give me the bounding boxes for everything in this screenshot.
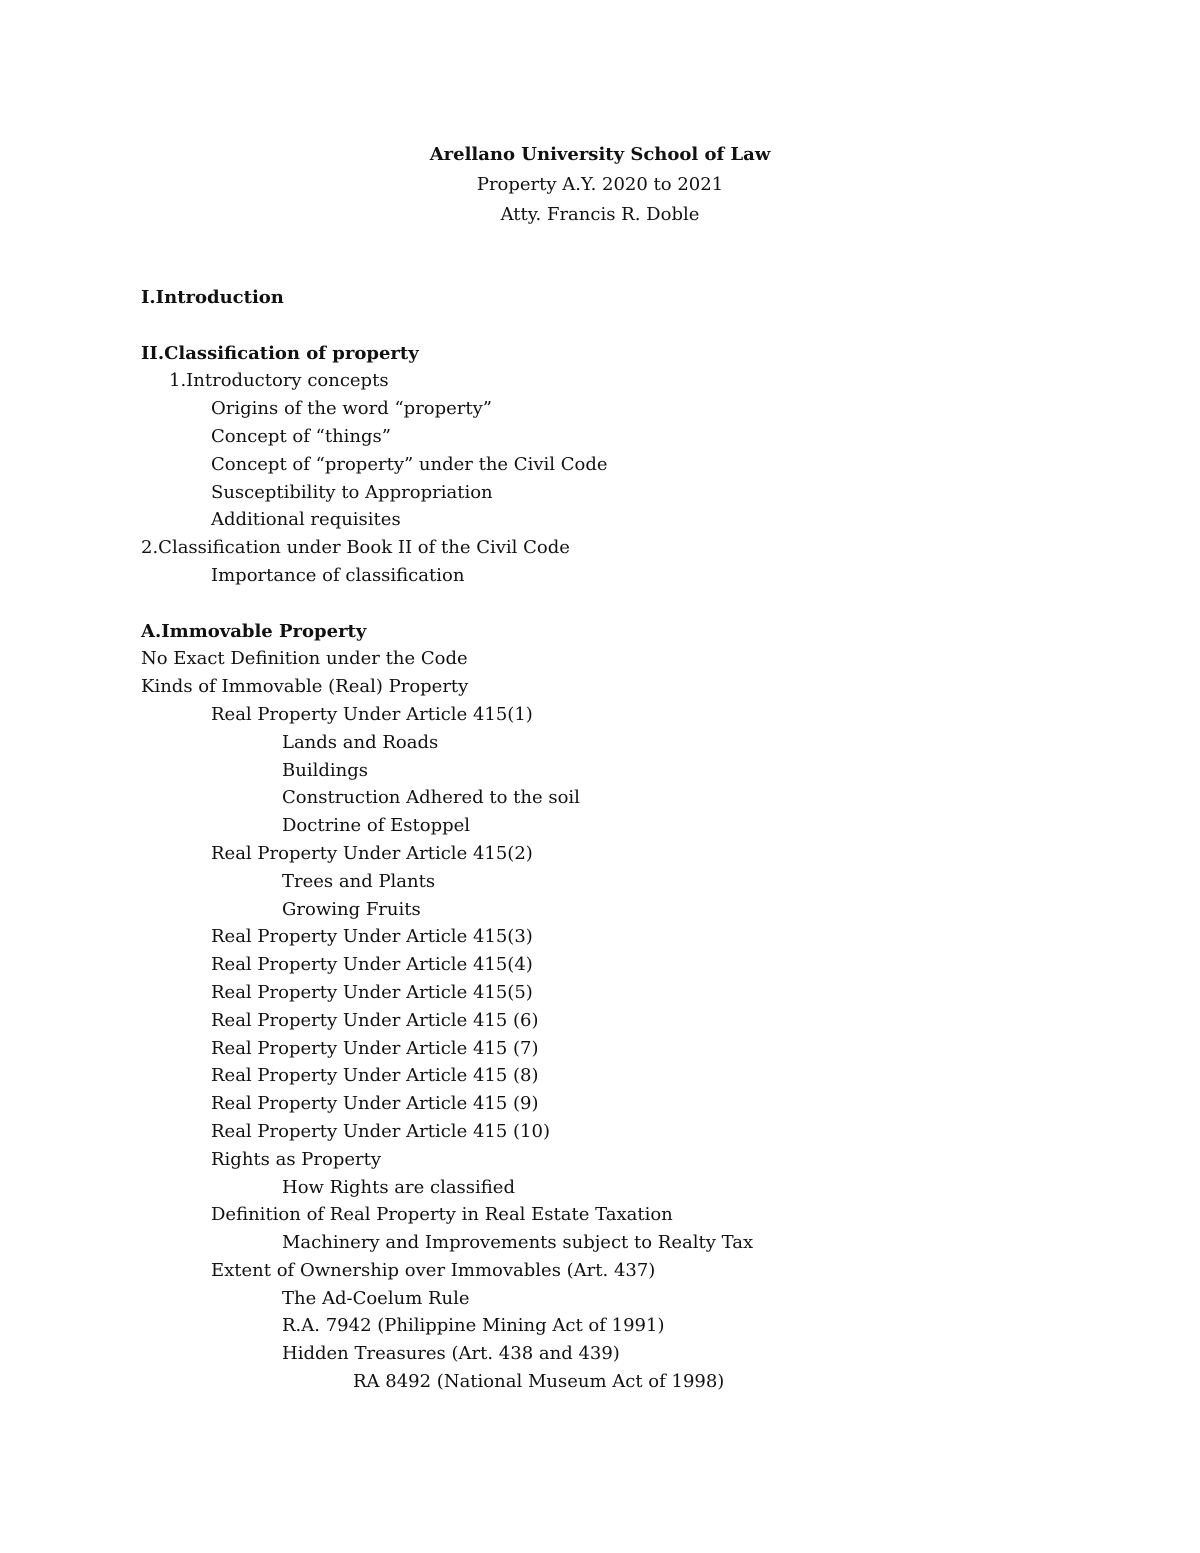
outline-item: The Ad-Coelum Rule xyxy=(282,1287,470,1309)
outline-item: Concept of “things” xyxy=(211,425,391,447)
outline-item: No Exact Definition under the Code xyxy=(141,648,468,670)
course-outline xyxy=(141,284,1141,1396)
instructor-name: Atty. Francis R. Doble xyxy=(500,204,700,225)
outline-item: Real Property Under Article 415(1) xyxy=(211,703,533,725)
outline-item: Real Property Under Article 415(2) xyxy=(211,842,533,864)
outline-item: Susceptibility to Appropriation xyxy=(211,481,493,503)
outline-item: Additional requisites xyxy=(211,509,401,531)
outline-item: Importance of classification xyxy=(211,564,465,586)
outline-item: Kinds of Immovable (Real) Property xyxy=(141,676,469,698)
spacer xyxy=(141,312,1141,340)
outline-item: Doctrine of Estoppel xyxy=(282,815,471,837)
outline-item: 1.Introductory concepts xyxy=(169,370,389,392)
outline-item: How Rights are classified xyxy=(282,1176,515,1198)
section-heading: II.Classification of property xyxy=(141,342,419,364)
outline-item: Real Property Under Article 415 (9) xyxy=(211,1093,539,1115)
school-name: Arellano University School of Law xyxy=(429,144,771,165)
outline-item: Extent of Ownership over Immovables (Art. 437) xyxy=(211,1259,656,1281)
outline-item: Hidden Treasures (Art. 438 and 439) xyxy=(282,1343,620,1365)
outline-item: R.A. 7942 (Philippine Mining Act of 1991) xyxy=(282,1315,665,1337)
outline-item: Real Property Under Article 415 (7) xyxy=(211,1037,539,1059)
document-header xyxy=(0,140,1200,230)
outline-item: Concept of “property” under the Civil Code xyxy=(211,453,608,475)
outline-item: Real Property Under Article 415 (10) xyxy=(211,1120,550,1142)
outline-item: Machinery and Improvements subject to Realty Tax xyxy=(282,1232,754,1254)
outline-item: Real Property Under Article 415 (6) xyxy=(211,1009,539,1031)
outline-item: 2.Classification under Book II of the Civil Code xyxy=(141,537,570,559)
outline-item: Rights as Property xyxy=(211,1148,382,1170)
outline-item: Origins of the word “property” xyxy=(211,398,493,420)
outline-item: Real Property Under Article 415(5) xyxy=(211,981,533,1003)
course-title: Property A.Y. 2020 to 2021 xyxy=(476,174,724,195)
outline-item: Definition of Real Property in Real Estate Taxation xyxy=(211,1204,673,1226)
outline-item: Trees and Plants xyxy=(282,870,436,892)
outline-item: Buildings xyxy=(282,759,368,781)
outline-item: Construction Adhered to the soil xyxy=(282,787,580,809)
outline-item: Real Property Under Article 415 (8) xyxy=(211,1065,539,1087)
outline-item: Growing Fruits xyxy=(282,898,421,920)
outline-item: Real Property Under Article 415(4) xyxy=(211,954,533,976)
outline-item: RA 8492 (National Museum Act of 1998) xyxy=(353,1371,725,1393)
outline-item: Lands and Roads xyxy=(282,731,439,753)
section-heading: I.Introduction xyxy=(141,287,284,308)
outline-item: Real Property Under Article 415(3) xyxy=(211,926,533,948)
section-heading: A.Immovable Property xyxy=(141,620,367,642)
spacer xyxy=(141,590,1141,618)
